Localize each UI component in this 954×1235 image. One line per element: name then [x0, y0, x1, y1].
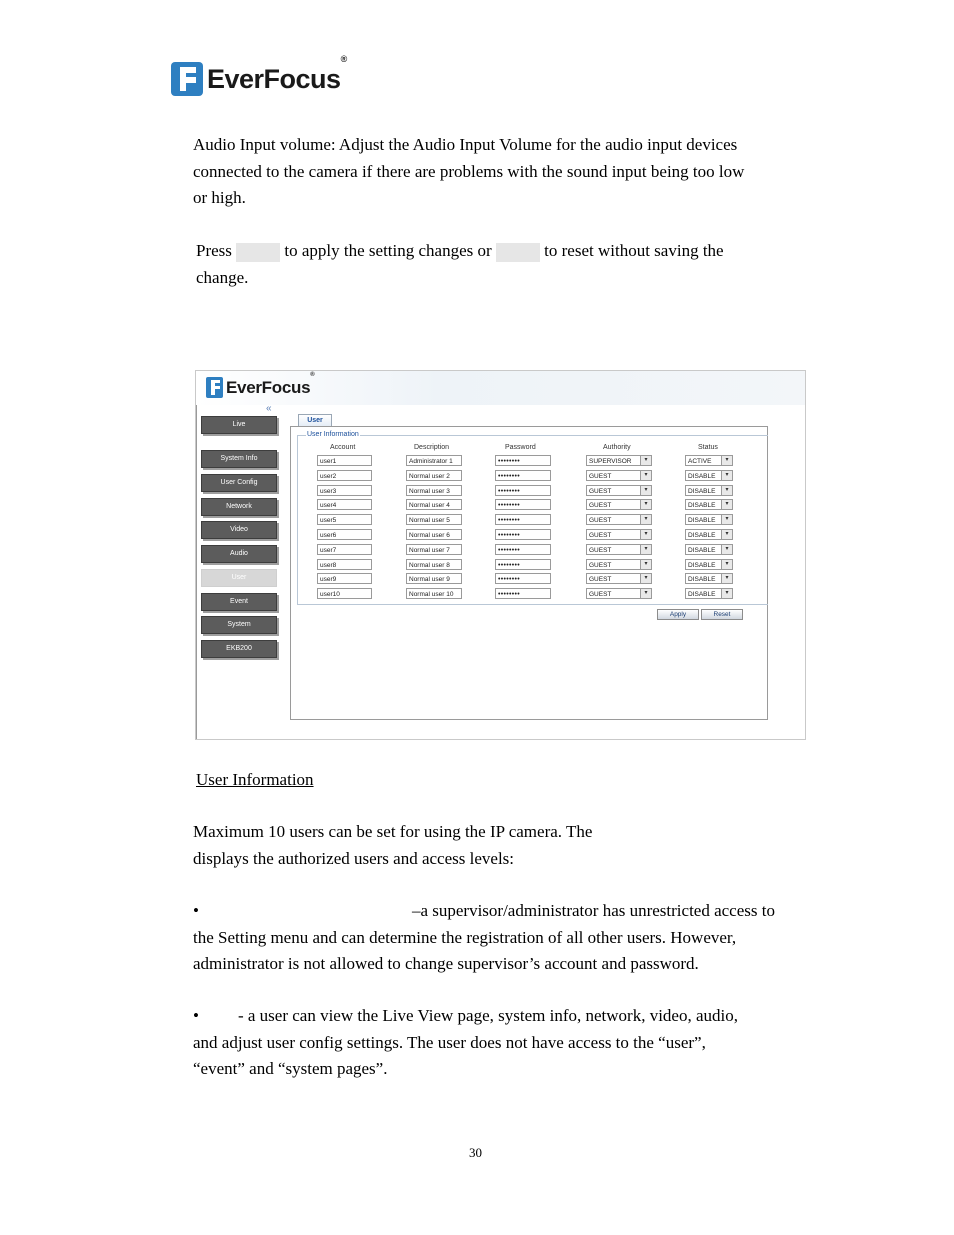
- middle-text: to apply the setting changes or: [284, 241, 492, 260]
- authority-select[interactable]: [586, 559, 652, 570]
- account-field[interactable]: [317, 499, 372, 510]
- description-field-value: Normal user 8: [409, 562, 450, 569]
- description-field[interactable]: [406, 529, 462, 540]
- chevron-down-icon[interactable]: ▾: [640, 530, 651, 539]
- password-field[interactable]: [495, 573, 551, 584]
- password-field-value: ••••••••: [498, 502, 521, 509]
- bullet-text: –a supervisor/administrator has unrestricted access to: [411, 901, 775, 920]
- nav-user[interactable]: User: [201, 569, 277, 587]
- chevron-down-icon[interactable]: ▾: [721, 589, 732, 598]
- description-field-value: Normal user 9: [409, 576, 450, 583]
- paragraph-line: Maximum 10 users can be set for using the IP camera. The: [193, 822, 593, 841]
- nav-live[interactable]: Live: [201, 416, 277, 434]
- chevron-down-icon[interactable]: ▾: [640, 574, 651, 583]
- nav-audio[interactable]: Audio: [201, 545, 277, 563]
- chevron-down-icon[interactable]: ▾: [640, 560, 651, 569]
- chevron-down-icon[interactable]: ▾: [721, 545, 732, 554]
- authority-select-value: GUEST: [589, 532, 612, 539]
- chevron-down-icon[interactable]: ▾: [721, 471, 732, 480]
- password-field[interactable]: [495, 588, 551, 599]
- account-field-value: user6: [320, 532, 337, 539]
- account-field-value: user3: [320, 488, 337, 495]
- description-field[interactable]: [406, 559, 462, 570]
- paragraph-line: connected to the camera if there are problems with the sound input being too low: [193, 161, 745, 181]
- account-field-value: user5: [320, 517, 337, 524]
- account-field-value: user4: [320, 502, 337, 509]
- account-field[interactable]: [317, 559, 372, 570]
- paragraph-line: “event” and “system pages”.: [193, 1059, 388, 1078]
- page-number: 30: [469, 1145, 482, 1160]
- description-field-value: Normal user 5: [409, 517, 450, 524]
- status-select[interactable]: [685, 559, 733, 570]
- chevron-down-icon[interactable]: ▾: [640, 486, 651, 495]
- chevron-down-icon[interactable]: ▾: [721, 574, 732, 583]
- authority-select[interactable]: [586, 470, 652, 481]
- reset-button-image: [496, 243, 540, 262]
- description-field[interactable]: [406, 573, 462, 584]
- nav-user-config[interactable]: User Config: [201, 474, 277, 492]
- password-field-value: ••••••••: [498, 473, 521, 480]
- nav-video[interactable]: Video: [201, 521, 277, 539]
- paragraph-line: displays the authorized users and access levels:: [193, 848, 515, 868]
- authority-select[interactable]: [586, 499, 652, 510]
- account-field-value: user1: [320, 458, 337, 465]
- description-field[interactable]: [406, 499, 462, 510]
- guest-bullet: [193, 1003, 813, 1083]
- chevron-down-icon[interactable]: ▾: [721, 515, 732, 524]
- status-select-value: DISABLE: [688, 517, 716, 524]
- password-field[interactable]: [495, 529, 551, 540]
- press-paragraph: [196, 238, 724, 291]
- account-field[interactable]: [317, 529, 372, 540]
- account-field-value: user7: [320, 547, 337, 554]
- authority-select-value: GUEST: [589, 576, 612, 583]
- chevron-down-icon[interactable]: ▾: [640, 500, 651, 509]
- password-field-value: ••••••••: [498, 532, 521, 539]
- authority-select-value: GUEST: [589, 517, 612, 524]
- status-select[interactable]: [685, 573, 733, 584]
- account-field-value: user2: [320, 473, 337, 480]
- paragraph-line: and adjust user config settings. The user does not have access to the “user”,: [193, 1032, 706, 1052]
- authority-select-value: GUEST: [589, 473, 612, 480]
- chevron-down-icon[interactable]: ▾: [721, 560, 732, 569]
- description-field[interactable]: [406, 485, 462, 496]
- description-field[interactable]: [406, 544, 462, 555]
- paragraph-line: administrator is not allowed to change supervisor’s account and password.: [193, 954, 699, 973]
- description-field[interactable]: [406, 455, 462, 466]
- description-field[interactable]: [406, 514, 462, 525]
- account-field[interactable]: [317, 573, 372, 584]
- column-description: Description: [414, 444, 450, 451]
- chevron-down-icon[interactable]: ▾: [640, 456, 651, 465]
- description-field-value: Normal user 6: [409, 532, 450, 539]
- users-paragraph: [193, 819, 592, 872]
- status-select-value: ACTIVE: [688, 458, 712, 465]
- authority-select-value: GUEST: [589, 502, 612, 509]
- paragraph-line: the Setting menu and can determine the registration of all other users. However,: [193, 927, 737, 947]
- description-field[interactable]: [406, 470, 462, 481]
- status-select[interactable]: [685, 470, 733, 481]
- status-select[interactable]: [685, 529, 733, 540]
- nav-ekb200[interactable]: EKB200: [201, 640, 277, 658]
- chevron-down-icon[interactable]: ▾: [640, 471, 651, 480]
- account-field[interactable]: [317, 470, 372, 481]
- column-password: Password: [505, 444, 536, 451]
- password-field[interactable]: [495, 499, 551, 510]
- status-select-value: DISABLE: [688, 532, 716, 539]
- account-field[interactable]: [317, 455, 372, 466]
- status-select-value: DISABLE: [688, 562, 716, 569]
- nav-network[interactable]: Network: [201, 498, 277, 516]
- chevron-down-icon[interactable]: ▾: [640, 589, 651, 598]
- account-field[interactable]: [317, 544, 372, 555]
- status-select-value: DISABLE: [688, 576, 716, 583]
- password-field-value: ••••••••: [498, 547, 521, 554]
- account-field-value: user9: [320, 576, 337, 583]
- description-field-value: Normal user 10: [409, 591, 454, 598]
- chevron-down-icon[interactable]: ▾: [640, 545, 651, 554]
- everfocus-logo-icon: [171, 62, 203, 96]
- nav-system[interactable]: System: [201, 616, 277, 634]
- status-select[interactable]: [685, 544, 733, 555]
- apply-button-image: [236, 243, 280, 262]
- tab-user[interactable]: User: [298, 414, 332, 427]
- everfocus-logo: [171, 53, 347, 96]
- authority-select-value: GUEST: [589, 488, 612, 495]
- password-field-value: ••••••••: [498, 458, 521, 465]
- password-field[interactable]: [495, 514, 551, 525]
- password-field-value: ••••••••: [498, 517, 521, 524]
- account-field[interactable]: [317, 588, 372, 599]
- authority-select-value: GUEST: [589, 547, 612, 554]
- nav-event[interactable]: Event: [201, 593, 277, 611]
- password-field[interactable]: [495, 559, 551, 570]
- collapse-icon[interactable]: «: [266, 403, 272, 414]
- user-settings-screenshot: [195, 370, 806, 740]
- paragraph-line: Audio Input volume: Adjust the Audio Input Volume for the audio input devices: [193, 135, 738, 154]
- section-title: User Information: [196, 770, 314, 789]
- paragraph-line: change.: [196, 267, 249, 287]
- status-select-value: DISABLE: [688, 488, 716, 495]
- account-field-value: user10: [320, 591, 340, 598]
- password-field[interactable]: [495, 485, 551, 496]
- end-text: to reset without saving the: [544, 241, 724, 260]
- status-select-value: DISABLE: [688, 547, 716, 554]
- everfocus-logo-icon: [206, 377, 223, 398]
- sidebar-divider: [196, 405, 197, 739]
- status-select[interactable]: [685, 588, 733, 599]
- reset-button[interactable]: Reset: [701, 609, 743, 620]
- password-field-value: ••••••••: [498, 576, 521, 583]
- status-select[interactable]: [685, 485, 733, 496]
- description-field-value: Normal user 3: [409, 488, 450, 495]
- password-field[interactable]: [495, 544, 551, 555]
- status-select-value: DISABLE: [688, 591, 716, 598]
- description-field-value: Normal user 7: [409, 547, 450, 554]
- audio-volume-paragraph: [193, 132, 744, 212]
- authority-select[interactable]: [586, 485, 652, 496]
- screenshot-logo: EverFocus®: [206, 377, 314, 398]
- description-field-value: Normal user 4: [409, 502, 450, 509]
- bullet-mark: •: [193, 901, 199, 920]
- chevron-down-icon[interactable]: ▾: [721, 500, 732, 509]
- password-field-value: ••••••••: [498, 488, 521, 495]
- description-field[interactable]: [406, 588, 462, 599]
- status-select-value: DISABLE: [688, 473, 716, 480]
- authority-select-value: SUPERVISOR: [589, 458, 632, 465]
- screenshot-header: [196, 371, 805, 405]
- authority-select[interactable]: [586, 573, 652, 584]
- paragraph-line: [193, 1003, 813, 1030]
- bullet-mark: •: [193, 1006, 199, 1025]
- bullet-text: - a user can view the Live View page, system info, network, video, audio,: [237, 1006, 738, 1025]
- authority-select[interactable]: [586, 514, 652, 525]
- paragraph-line: [196, 238, 724, 265]
- password-field[interactable]: [495, 455, 551, 466]
- authority-select-value: GUEST: [589, 591, 612, 598]
- paragraph-line: or high.: [193, 188, 246, 207]
- account-field-value: user8: [320, 562, 337, 569]
- column-status: Status: [698, 444, 718, 451]
- authority-select[interactable]: [586, 588, 652, 599]
- supervisor-bullet: [193, 898, 813, 978]
- authority-select[interactable]: [586, 544, 652, 555]
- press-text: Press: [196, 241, 232, 260]
- description-field-value: Normal user 2: [409, 473, 450, 480]
- authority-select[interactable]: [586, 529, 652, 540]
- chevron-down-icon[interactable]: ▾: [721, 486, 732, 495]
- status-select[interactable]: [685, 455, 733, 466]
- column-authority: Authority: [603, 444, 631, 451]
- status-select-value: DISABLE: [688, 502, 716, 509]
- chevron-down-icon[interactable]: ▾: [640, 515, 651, 524]
- description-field-value: Administrator 1: [409, 458, 453, 465]
- nav-system-info[interactable]: System Info: [201, 450, 277, 468]
- account-field[interactable]: [317, 485, 372, 496]
- chevron-down-icon[interactable]: ▾: [721, 456, 732, 465]
- status-select[interactable]: [685, 514, 733, 525]
- logo-text: EverFocus®: [207, 53, 347, 94]
- password-field[interactable]: [495, 470, 551, 481]
- column-account: Account: [330, 444, 356, 451]
- account-field[interactable]: [317, 514, 372, 525]
- apply-button[interactable]: Apply: [657, 609, 699, 620]
- password-field-value: ••••••••: [498, 591, 521, 598]
- paragraph-line: [193, 898, 813, 925]
- chevron-down-icon[interactable]: ▾: [721, 530, 732, 539]
- status-select[interactable]: [685, 499, 733, 510]
- authority-select-value: GUEST: [589, 562, 612, 569]
- authority-select[interactable]: [586, 455, 652, 466]
- fieldset-legend: User Information: [307, 431, 359, 438]
- password-field-value: ••••••••: [498, 562, 521, 569]
